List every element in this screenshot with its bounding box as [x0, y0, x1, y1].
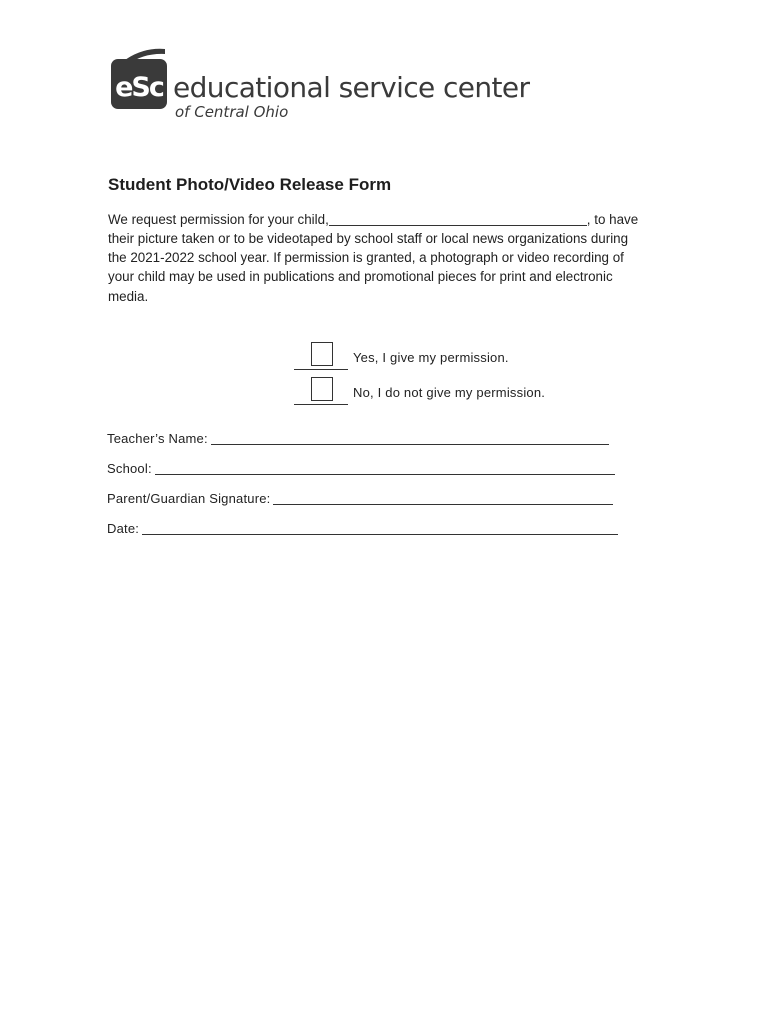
teacher-name-line[interactable] — [211, 432, 609, 445]
school-label: School: — [107, 461, 152, 476]
intro-line-4: your child may be used in publications and promotional pieces for print and electronic — [108, 269, 613, 284]
org-region: of Central Ohio — [175, 103, 289, 121]
intro-line-5: media. — [108, 289, 149, 304]
intro-line-2: their picture taken or to be videotaped by school staff or local news organizations during — [108, 231, 629, 246]
teacher-label: Teacher’s Name: — [107, 431, 208, 446]
no-label: No, I do not give my permission. — [353, 385, 546, 400]
school-line[interactable] — [155, 462, 615, 475]
option-yes — [294, 341, 509, 370]
signature-label: Parent/Guardian Signature: — [107, 491, 271, 506]
school-field — [107, 461, 615, 476]
org-name: educational service center — [173, 71, 530, 104]
signature-field — [107, 491, 613, 506]
no-blank — [294, 376, 348, 405]
option-no — [294, 376, 545, 405]
yes-checkbox[interactable] — [311, 342, 333, 366]
esc-logo-mark — [111, 45, 169, 111]
date-label: Date: — [107, 521, 140, 536]
date-line[interactable] — [142, 522, 618, 535]
yes-label: Yes, I give my permission. — [353, 350, 509, 365]
form-title: Student Photo/Video Release Form — [108, 175, 392, 194]
child-name-blank[interactable] — [329, 212, 587, 226]
intro-line-3: the 2021-2022 school year. If permission is granted, a photograph or video recording of — [108, 250, 624, 265]
signature-line[interactable] — [273, 492, 613, 505]
no-checkbox[interactable] — [311, 377, 333, 401]
esc-logo — [111, 45, 530, 125]
intro-line-1 — [108, 210, 688, 229]
intro-paragraph — [108, 210, 688, 306]
intro-line-1-end: , to have — [586, 212, 639, 227]
date-field — [107, 521, 618, 536]
yes-blank — [294, 341, 348, 370]
logo-mark-text: eSc — [115, 72, 163, 103]
teacher-field — [107, 431, 609, 446]
intro-line-1-start: We request permission for your child, — [108, 212, 329, 227]
